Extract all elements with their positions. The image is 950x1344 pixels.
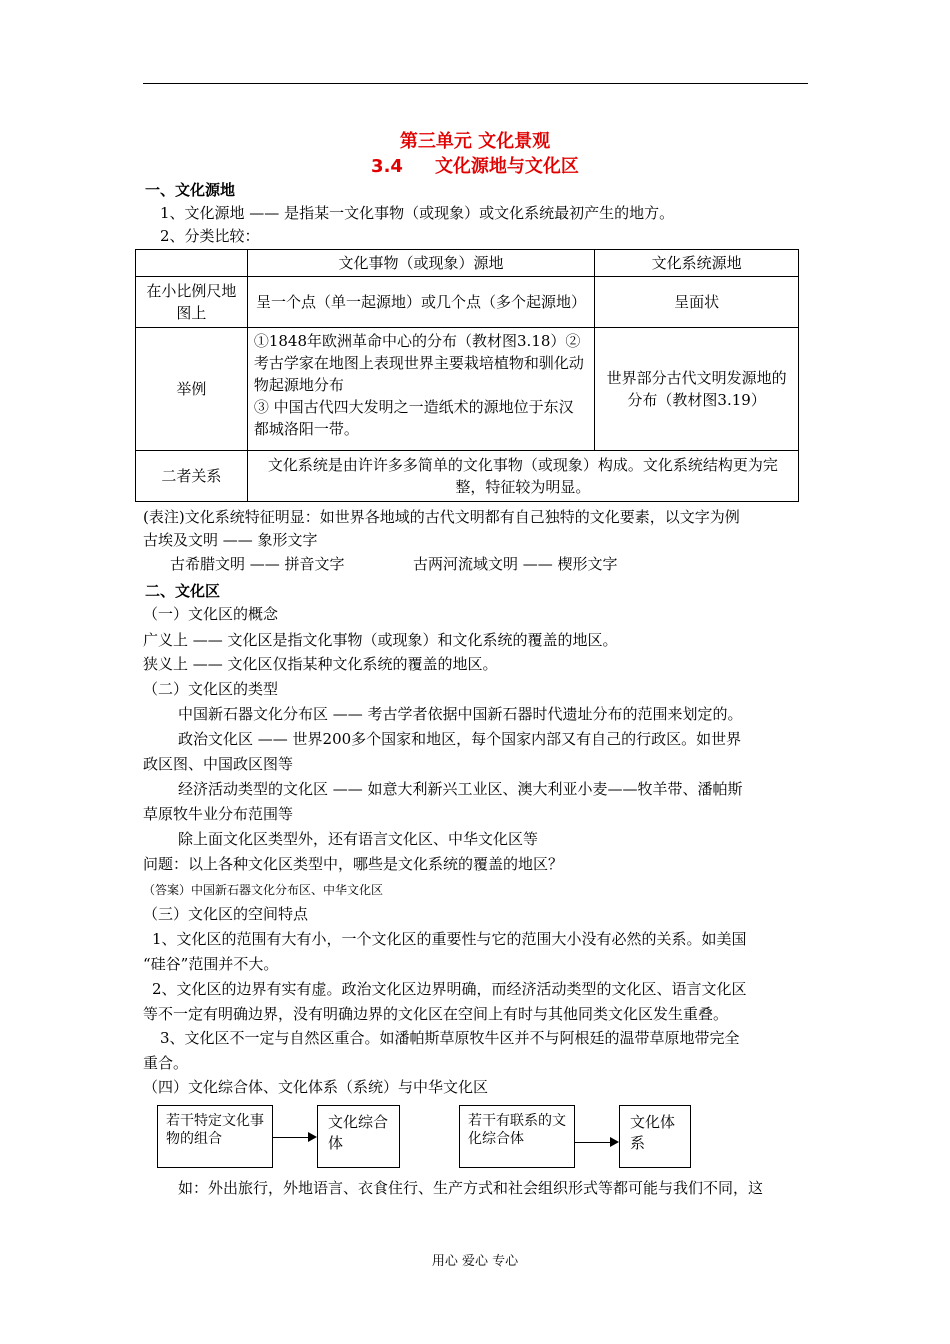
text-line: 经济活动类型的文化区 —— 如意大利新兴工业区、澳大利亚小麦——牧羊带、潘帕斯 bbox=[178, 780, 743, 798]
text-line: 草原牧牛业分布范围等 bbox=[143, 805, 294, 823]
diagram-box-complex: 文化综合体 bbox=[317, 1105, 400, 1168]
table-cell: 世界部分古代文明发源地的分布（教材图3.19） bbox=[595, 328, 799, 451]
table-header: 文化系统源地 bbox=[595, 250, 799, 277]
text-line: “硅谷”范围并不大。 bbox=[143, 955, 279, 973]
table-note: (表注)文化系统特征明显：如世界各地域的古代文明都有自己独特的文化要素，以文字为例 bbox=[143, 508, 740, 526]
note-line: 古希腊文明 —— 拼音文字 bbox=[170, 555, 345, 573]
text-line: 中国新石器文化分布区 —— 考古学者依据中国新石器时代遗址分布的范围来划定的。 bbox=[178, 705, 743, 723]
table-row bbox=[136, 277, 799, 328]
subsection-heading: （二）文化区的类型 bbox=[143, 680, 279, 698]
table-row bbox=[136, 328, 799, 451]
question-line: 问题：以上各种文化区类型中，哪些是文化系统的覆盖的地区？ bbox=[143, 855, 564, 873]
subsection-heading: （四）文化综合体、文化体系（系统）与中华文化区 bbox=[143, 1078, 489, 1096]
table-header: 文化事物（或现象）源地 bbox=[247, 250, 594, 277]
text-line: 2、文化区的边界有实有虚。政治文化区边界明确，而经济活动类型的文化区、语言文化区 bbox=[152, 980, 747, 998]
table-cell bbox=[247, 328, 594, 451]
arrow-icon bbox=[575, 1142, 617, 1143]
text-line: 重合。 bbox=[143, 1054, 189, 1072]
text-line: 1、文化区的范围有大有小，一个文化区的重要性与它的范围大小没有必然的关系。如美国 bbox=[152, 930, 747, 948]
subsection-heading: （一）文化区的概念 bbox=[143, 605, 279, 623]
row-label: 二者关系 bbox=[136, 451, 248, 502]
text-line: 政治文化区 —— 世界200多个国家和地区，每个国家内部又有自己的行政区。如世界 bbox=[178, 730, 742, 748]
diagram-box-related-complexes: 若干有联系的文化综合体 bbox=[459, 1105, 575, 1168]
answer-line: （答案）中国新石器文化分布区、中华文化区 bbox=[143, 883, 384, 897]
diagram-box-specific-elements: 若干特定文化事物的组合 bbox=[157, 1105, 273, 1168]
text-line: 政区图、中国政区图等 bbox=[143, 755, 294, 773]
table-cell: 呈面状 bbox=[595, 277, 799, 328]
table-row bbox=[136, 451, 799, 502]
text-line: 狭义上 —— 文化区仅指某种文化系统的覆盖的地区。 bbox=[143, 655, 498, 673]
section-2-heading: 二、文化区 bbox=[145, 582, 221, 600]
text-line: 除上面文化区类型外，还有语言文化区、中华文化区等 bbox=[178, 830, 539, 848]
text-line: 等不一定有明确边界，没有明确边界的文化区在空间上有时与其他同类文化区发生重叠。 bbox=[143, 1005, 729, 1023]
comparison-table bbox=[135, 249, 799, 502]
text-line: 3、文化区不一定与自然区重合。如潘帕斯草原牧牛区并不与阿根廷的温带草原地带完全 bbox=[160, 1029, 740, 1047]
comparison-intro: 2、分类比较： bbox=[160, 227, 260, 245]
note-line: 古两河流域文明 —— 楔形文字 bbox=[413, 555, 618, 573]
lesson-number: 3.4 bbox=[371, 156, 403, 177]
table-cell: 呈一个点（单一起源地）或几个点（多个起源地） bbox=[247, 277, 594, 328]
text-line: 广义上 —— 文化区是指文化事物（或现象）和文化系统的覆盖的地区。 bbox=[143, 631, 618, 649]
section-1-heading: 一、文化源地 bbox=[145, 181, 236, 199]
unit-title: 第三单元 文化景观 bbox=[399, 131, 551, 152]
example-text: ③ 中国古代四大发明之一造纸术的源地位于东汉都城洛阳一带。 bbox=[253, 398, 574, 438]
diagram-box-system: 文化体系 bbox=[619, 1105, 691, 1168]
definition-line: 1、文化源地 —— 是指某一文化事物（或现象）或文化系统最初产生的地方。 bbox=[160, 204, 675, 222]
row-label: 举例 bbox=[136, 328, 248, 451]
table-row bbox=[136, 250, 799, 277]
row-label: 在小比例尺地图上 bbox=[136, 277, 248, 328]
example-text: ①1848年欧洲革命中心的分布（教材图3.18）②考古学家在地图上表现世界主要栽培植物和驯化动物起源地分布 bbox=[253, 332, 584, 394]
note-line: 古埃及文明 —— 象形文字 bbox=[143, 531, 318, 549]
lesson-title bbox=[0, 152, 950, 178]
subsection-heading: （三）文化区的空间特点 bbox=[143, 905, 309, 923]
header-rule bbox=[143, 83, 808, 84]
lesson-name: 文化源地与文化区 bbox=[434, 156, 579, 177]
table-cell: 文化系统是由许许多多简单的文化事物（或现象）构成。文化系统结构更为完整，特征较为明显。 bbox=[247, 451, 798, 502]
table-cell-empty bbox=[136, 250, 248, 277]
page-footer: 用心 爱心 专心 bbox=[431, 1254, 519, 1269]
arrow-icon bbox=[273, 1137, 315, 1138]
text-line: 如：外出旅行，外地语言、衣食住行、生产方式和社会组织形式等都可能与我们不同，这 bbox=[178, 1179, 764, 1197]
